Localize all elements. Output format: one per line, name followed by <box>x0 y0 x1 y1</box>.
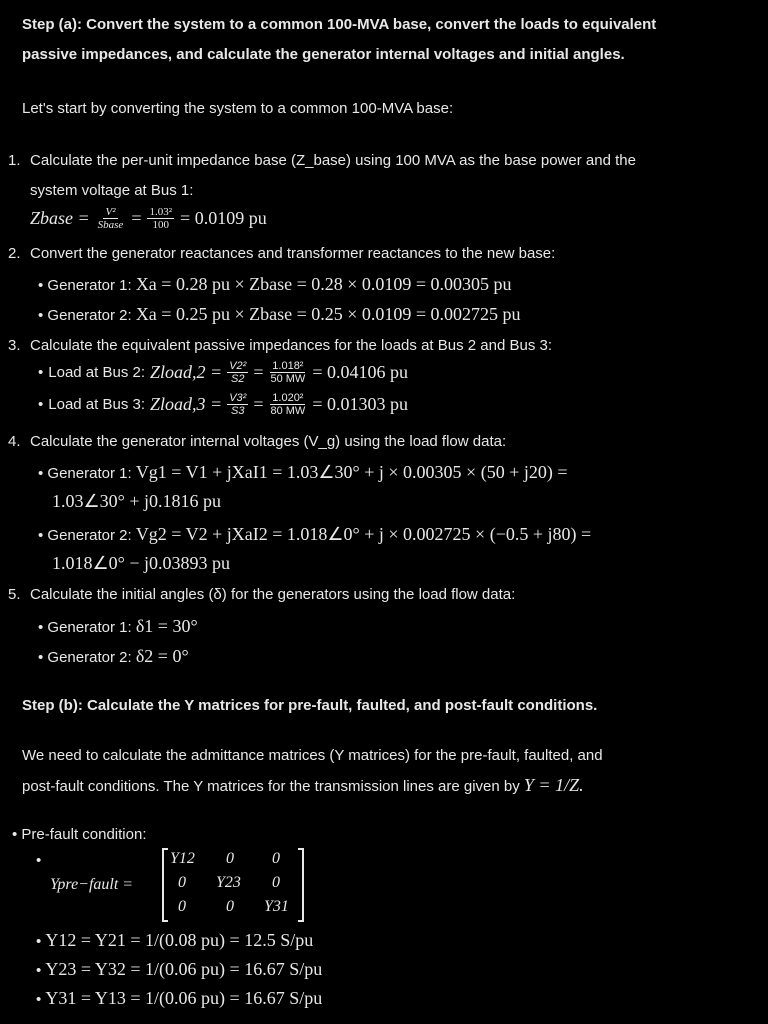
bullet-label: Generator 1: <box>47 277 136 294</box>
frac-den: S2 <box>231 373 245 385</box>
bullet-math: Y23 = Y32 = 1/(0.06 pu) = 16.67 S/pu <box>45 959 323 979</box>
load2-fraction-2 <box>268 360 307 385</box>
load3-fraction-1 <box>227 392 248 417</box>
item-5-number: 5. <box>8 586 21 603</box>
frac-den: 50 MW <box>270 373 306 385</box>
bullet-label: Generator 2: <box>47 307 136 324</box>
zbase-equation <box>30 206 267 231</box>
bullet-label: Generator 2: <box>47 649 136 666</box>
bullet-dot: • <box>38 307 48 324</box>
bullet-math: Xa = 0.25 pu × Zbase = 0.25 × 0.0109 = 0.002725 pu <box>135 304 521 324</box>
bullet-dot: • <box>12 826 22 843</box>
load2-result: = 0.04106 pu <box>312 362 408 382</box>
bullet-gen1-angle <box>38 616 198 637</box>
gen2-voltage-cont: 1.018∠0° − j0.03893 pu <box>52 553 230 573</box>
y23-value <box>36 959 322 980</box>
y-prefault-matrix <box>162 848 304 922</box>
bullet-gen1-voltage <box>38 462 568 483</box>
equals: = <box>131 208 142 228</box>
bullet-dot: • <box>36 962 46 979</box>
bullet-math: Xa = 0.28 pu × Zbase = 0.28 × 0.0109 = 0.00305 pu <box>135 274 512 294</box>
load3-fraction-2 <box>268 392 307 417</box>
equals: = <box>253 362 264 382</box>
matrix-cell: 0 <box>226 850 234 867</box>
matrix-cell: 0 <box>272 850 280 867</box>
bullet-label: Generator 1: <box>47 619 136 636</box>
load3-lhs: Zload,3 = <box>150 394 223 414</box>
bullet-label: Load at Bus 3: <box>48 396 146 413</box>
bullet-math: δ2 = 0° <box>135 646 189 666</box>
matrix-cell: 0 <box>178 874 186 891</box>
frac-num: 1.03² <box>149 206 173 218</box>
zbase-fraction-1 <box>96 206 126 231</box>
bullet-math: Y12 = Y21 = 1/(0.08 pu) = 12.5 S/pu <box>45 930 314 950</box>
y12-value <box>36 930 313 951</box>
frac-num: 1.018² <box>272 360 304 372</box>
item-3-text: Calculate the equivalent passive impedances for the loads at Bus 2 and Bus 3: <box>30 337 552 354</box>
bullet-gen2-reactance <box>38 304 521 325</box>
frac-num: V² <box>105 206 116 218</box>
matrix-cell: 0 <box>226 898 234 915</box>
frac-den: S3 <box>231 405 245 417</box>
item-1-number: 1. <box>8 152 21 169</box>
bullet-dot: • <box>36 991 46 1008</box>
load2-fraction-1 <box>227 360 248 385</box>
frac-num: 1.020² <box>272 392 304 404</box>
bullet-label: Generator 1: <box>47 465 136 482</box>
bullet-dot: • <box>38 649 48 666</box>
zbase-lhs: Zbase = <box>30 208 90 228</box>
bullet-load-bus3 <box>38 392 408 417</box>
step-b-paragraph: We need to calculate the admittance matrices (Y matrices) for the pre-fault, faulted, and <box>22 747 603 764</box>
frac-den: Sbase <box>97 219 124 231</box>
bullet-load-bus2 <box>38 360 408 385</box>
bullet-dot: • <box>38 527 48 544</box>
matrix-lhs: Ypre−fault = <box>50 876 134 893</box>
bullet-dot: • <box>38 619 48 636</box>
load2-lhs: Zload,2 = <box>150 362 223 382</box>
bullet-label: Generator 2: <box>47 527 136 544</box>
load3-result: = 0.01303 pu <box>312 394 408 414</box>
y31-value <box>36 988 322 1009</box>
matrix-cell: Y12 <box>170 850 195 867</box>
zbase-fraction-2 <box>147 206 174 231</box>
matrix-cell: 0 <box>272 874 280 891</box>
frac-num: V2² <box>229 360 247 372</box>
paragraph-text: post-fault conditions. The Y matrices for the transmission lines are given by <box>22 778 524 795</box>
bullet-gen2-angle <box>38 646 189 667</box>
item-3-number: 3. <box>8 337 21 354</box>
bullet-dot: • <box>36 852 42 869</box>
bullet-math: Y31 = Y13 = 1/(0.06 pu) = 16.67 S/pu <box>45 988 323 1008</box>
equals: = <box>253 394 264 414</box>
matrix-cell: Y31 <box>264 898 289 915</box>
matrix-cell: Y23 <box>216 874 241 891</box>
bullet-dot: • <box>38 364 44 381</box>
item-4-text: Calculate the generator internal voltages (V_g) using the load flow data: <box>30 433 507 450</box>
bullet-label: Load at Bus 2: <box>48 364 146 381</box>
prefault-text: Pre-fault condition: <box>21 826 147 843</box>
item-1-text: Calculate the per-unit impedance base (Z_base) using 100 MVA as the base power and the <box>30 152 636 169</box>
gen1-voltage-cont: 1.03∠30° + j0.1816 pu <box>52 491 221 511</box>
bullet-dot: • <box>38 396 44 413</box>
y-equals-inverse-z: Y = 1/Z. <box>523 775 584 795</box>
step-a-heading-line1: Step (a): Convert the system to a common 100-MVA base, convert the loads to equivalent <box>22 16 657 33</box>
bullet-math: δ1 = 30° <box>135 616 198 636</box>
bullet-dot: • <box>36 933 46 950</box>
item-5-text: Calculate the initial angles (δ) for the generators using the load flow data: <box>30 586 516 603</box>
item-1-text-cont: system voltage at Bus 1: <box>30 182 194 199</box>
bullet-math: Vg2 = V2 + jXaI2 = 1.018∠0° + j × 0.002725 × (−0.5 + j80) = <box>135 524 592 544</box>
prefault-label <box>12 826 147 843</box>
bullet-math: Vg1 = V1 + jXaI1 = 1.03∠30° + j × 0.00305 × (50 + j20) = <box>135 462 568 482</box>
bullet-dot: • <box>38 465 48 482</box>
bullet-dot: • <box>38 277 48 294</box>
matrix-cell: 0 <box>178 898 186 915</box>
step-b-heading: Step (b): Calculate the Y matrices for pre-fault, faulted, and post-fault conditions. <box>22 697 598 714</box>
bullet-gen2-voltage <box>38 524 591 545</box>
bullet-gen1-reactance <box>38 274 512 295</box>
step-b-paragraph-cont <box>22 775 584 796</box>
item-2-text: Convert the generator reactances and transformer reactances to the new base: <box>30 245 556 262</box>
step-a-intro: Let's start by converting the system to a common 100-MVA base: <box>22 100 454 117</box>
step-a-heading-line2: passive impedances, and calculate the generator internal voltages and initial angles. <box>22 46 625 63</box>
zbase-result: = 0.0109 pu <box>180 208 267 228</box>
item-4-number: 4. <box>8 433 21 450</box>
frac-den: 100 <box>152 219 170 231</box>
frac-num: V3² <box>229 392 247 404</box>
item-2-number: 2. <box>8 245 21 262</box>
frac-den: 80 MW <box>270 405 306 417</box>
